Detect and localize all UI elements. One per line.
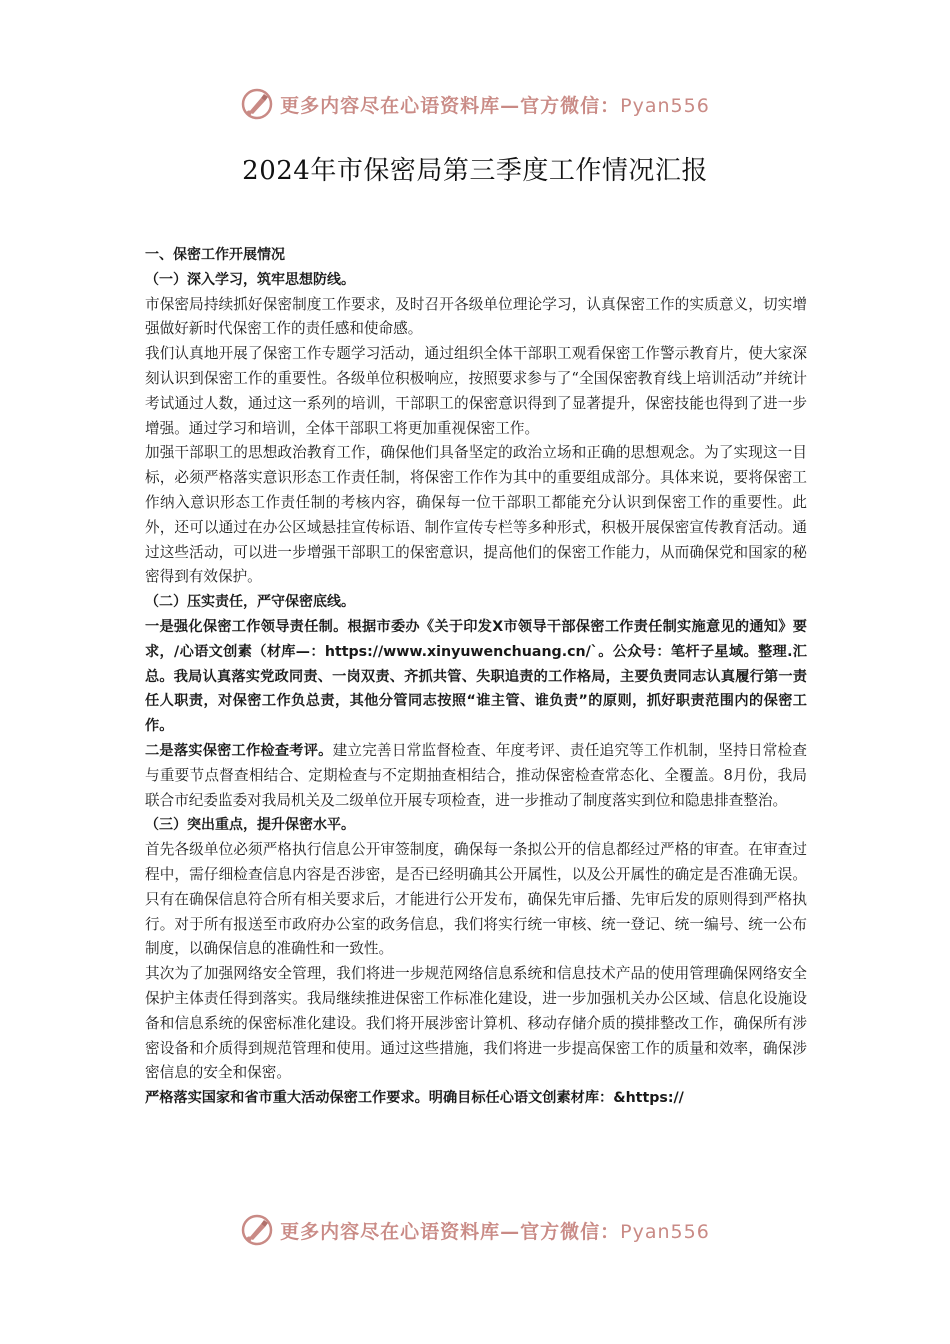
paragraph-bold: 严格落实国家和省市重大活动保密工作要求。明确目标任心语文创素材库：&https:// [145, 1090, 684, 1107]
section1-heading: 一、保密工作开展情况 [145, 247, 285, 263]
paragraph-bold: 一是强化保密工作领导责任制。根据市委办《关于印发X市领导干部保密工作责任制实施意见的通知》要求，/心语文创素（材库—：https://www.xinyuwenchuang.cn/`。公众号：笔杆子星域。整理.汇总。我局认真落实党政同责、一岗双责、齐抓共管、失职追责的工作格局，主要负责同志认真履行第一责任人职责，对保密工作负总责，其他分管同志按照“谁主管、谁负责”的原则，抓好职责范围内的保密工作。 [145, 618, 807, 735]
paragraph: 市保密局持续抓好保密制度工作要求，及时召开各级单位理论学习，认真保密工作的实质意义，切实增强做好新时代保密工作的责任感和使命感。 [145, 295, 807, 338]
brush-logo-icon [240, 87, 274, 121]
paragraph-lead: 二是落实保密工作检查考评。 [145, 742, 333, 759]
header-banner [0, 84, 950, 124]
paragraph [145, 739, 807, 813]
paragraph-rest: 建立完善日常监督检查、年度考评、责任追究等工作机制，坚持日常检查与重要节点督查相结合、定期检查与不定期抽查相结合，推动保密检查常态化、全覆盖。8月份，我局联合市纪委监委对我局机关及二级单位开展专项检查，进一步推动了制度落实到位和隐患排查整治。 [145, 741, 807, 809]
paragraph: 我们认真地开展了保密工作专题学习活动，通过组织全体干部职工观看保密工作警示教育片，使大家深刻认识到保密工作的重要性。各级单位积极响应，按照要求参与了“全国保密教育线上培训活动”并统计考试通过人数，通过这一系列的培训，干部职工的保密意识得到了显著提升，保密技能也得到了进一步增强。通过学习和培训，全体干部职工将更加重视保密工作。 [145, 345, 807, 437]
banner-wechat-id: Pyan556 [620, 94, 710, 117]
banner-wechat-id: Pyan556 [620, 1220, 710, 1243]
subsection1-heading: （一）深入学习，筑牢思想防线。 [145, 271, 355, 288]
banner-text: 更多内容尽在心语资料库—官方微信：Pyan556 [280, 1220, 710, 1243]
document-title: 2024年市保密局第三季度工作情况汇报 [242, 156, 708, 186]
paragraph: 首先各级单位必须严格执行信息公开审签制度，确保每一条拟公开的信息都经过严格的审查。在审查过程中，需仔细检查信息内容是否涉密，是否已经明确其公开属性，以及公开属性的确定是否准确无误。只有在确保信息符合所有相关要求后，才能进行公开发布，确保先审后播、先审后发的原则得到严格执行。对于所有报送至市政府办公室的政务信息，我们将实行统一审核、统一登记、统一编号、统一公布制度，以确保信息的准确性和一致性。 [145, 841, 807, 958]
paragraph: 加强干部职工的思想政治教育工作，确保他们具备坚定的政治立场和正确的思想观念。为了实现这一目标，必须严格落实意识形态工作责任制，将保密工作作为其中的重要组成部分。具体来说，要将保密工作纳入意识形态工作责任制的考核内容，确保每一位干部职工都能充分认识到保密工作的重要性。此外，还可以通过在办公区域悬挂宣传标语、制作宣传专栏等多种形式，积极开展保密宣传教育活动。通过这些活动，可以进一步增强干部职工的保密意识，提高他们的保密工作能力，从而确保党和国家的秘密得到有效保护。 [145, 444, 807, 586]
footer-banner [0, 1210, 950, 1250]
brush-logo-icon [240, 1213, 274, 1247]
subsection3-heading: （三）突出重点，提升保密水平。 [145, 817, 355, 834]
document-body [145, 243, 807, 1111]
paragraph: 其次为了加强网络安全管理，我们将进一步规范网络信息系统和信息技术产品的使用管理确保网络安全保护主体责任得到落实。我局继续推进保密工作标准化建设，进一步加强机关办公区域、信息化设施设备和信息系统的保密标准化建设。我们将开展涉密计算机、移动存储介质的摸排整改工作，确保所有涉密设备和介质得到规范管理和使用。通过这些措施，我们将进一步提高保密工作的质量和效率，确保涉密信息的安全和保密。 [145, 965, 807, 1082]
subsection2-heading: （二）压实责任，严守保密底线。 [145, 594, 355, 611]
banner-text: 更多内容尽在心语资料库—官方微信：Pyan556 [280, 94, 710, 117]
